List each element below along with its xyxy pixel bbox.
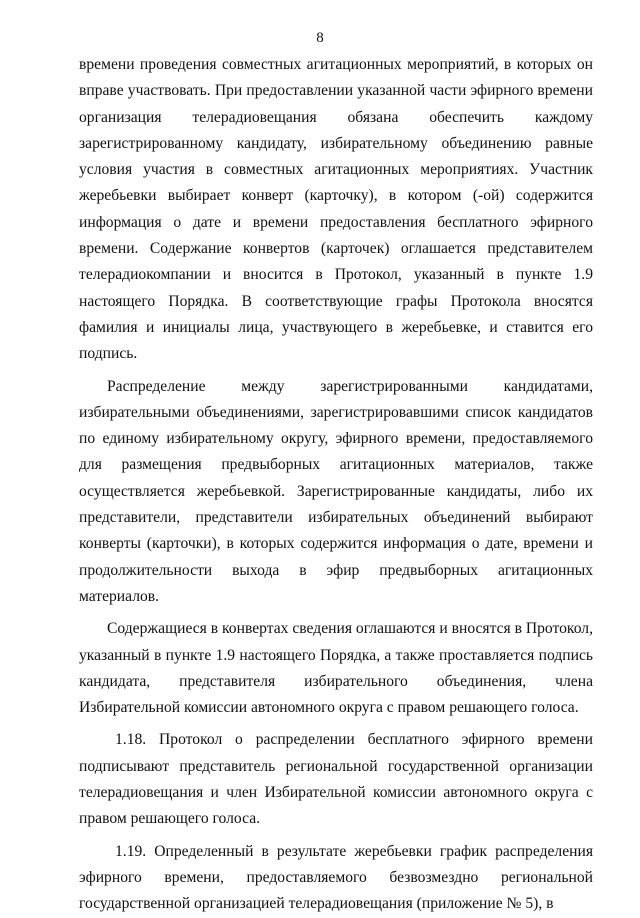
paragraph-continuation: времени проведения совместных агитационных мероприятий, в которых он вправе участвовать. При предоставлении указанной части эфирного времени организация телерадиовещания обязана обеспечить каждому зарегистрированному кандидату, избирательному объединению равные условия участия в совместных агитационных мероприятиях. Участник жеребьевки выбирает конверт (карточку), в котором (-ой) содержится информация о дате и времени предоставления бесплатного эфирного времени. Содержание конвертов (карточек) оглашается представителем телерадиокомпании и вносится в Протокол, указанный в пункте 1.9 настоящего Порядка. В соответствующие графы Протокола вносятся фамилия и инициалы лица, участвующего в жеребьевке, и ставится его подпись. xyxy=(79,56,593,363)
paragraph-item-1-19: 1.19. Определенный в результате жеребьевки график распределения эфирного времени, предоставляемого безвозмездно региональной государственной организацией телерадиовещания (приложение № 5), в xyxy=(79,842,593,913)
paragraph-item-1-18: 1.18. Протокол о распределении бесплатного эфирного времени подписывают представитель региональной государственной организации телерадиовещания и член Избирательной комиссии автономного округа с правом решающего голоса. xyxy=(79,731,593,828)
paragraph-envelope-info: Содержащиеся в конвертах сведения оглашаются и вносятся в Протокол, указанный в пункте 1.9 настоящего Порядка, а также проставляется подпись кандидата, представителя избирательного объединения, члена Избирательной комиссии автономного округа с правом решающего голоса. xyxy=(79,620,593,717)
page-number: 8 xyxy=(316,30,324,46)
paragraph-distribution: Распределение между зарегистрированными кандидатами, избирательными объединениями, зарегистрировавшими список кандидатов по единому избирательному округу, эфирного времени, предоставляемого для размещения предвыборных агитационных материалов, также осуществляется жеребьевкой. Зарегистрированные кандидаты, либо их представители, представители избирательных объединений выбирают конверты (карточки), в которых содержится информация о дате, времени и продолжительности выхода в эфир предвыборных агитационных материалов. xyxy=(79,377,593,605)
document-body xyxy=(79,52,593,918)
